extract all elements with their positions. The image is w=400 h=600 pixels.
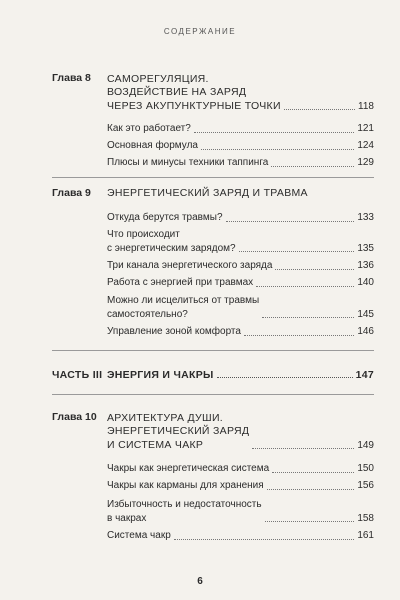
chapter-title-row[interactable] xyxy=(107,411,374,452)
toc-item-text: Работа с энергией при травмах xyxy=(107,277,254,288)
toc-item-text: Можно ли исцелиться от травмы самостоятельно? xyxy=(107,295,260,320)
page-ref: 121 xyxy=(357,123,374,134)
toc-item[interactable] xyxy=(107,462,374,476)
page-ref: 147 xyxy=(355,369,374,381)
page-ref: 145 xyxy=(357,308,374,320)
leader-dots xyxy=(174,539,355,540)
page-ref: 118 xyxy=(358,100,374,112)
leader-dots xyxy=(256,286,354,287)
leader-dots xyxy=(275,269,354,270)
leader-dots xyxy=(201,149,354,150)
page-ref: 146 xyxy=(357,326,374,337)
toc-item[interactable] xyxy=(107,122,374,136)
chapter-label: Глава 9 xyxy=(52,187,91,199)
leader-dots xyxy=(271,166,354,167)
toc-item[interactable] xyxy=(107,276,374,290)
toc-item[interactable] xyxy=(107,139,374,153)
page-ref: 133 xyxy=(357,212,374,223)
leader-dots xyxy=(194,132,354,133)
leader-dots xyxy=(272,472,354,473)
page-number: 6 xyxy=(197,576,203,587)
toc-item[interactable] xyxy=(107,293,374,321)
toc-item[interactable] xyxy=(107,227,374,255)
toc-item[interactable] xyxy=(107,479,374,493)
toc-item[interactable] xyxy=(107,325,374,339)
leader-dots xyxy=(265,521,355,522)
part-title: ЭНЕРГИЯ И ЧАКРЫ xyxy=(107,369,214,381)
leader-dots xyxy=(252,448,354,449)
page-ref: 150 xyxy=(357,463,374,474)
page-ref: 158 xyxy=(357,512,374,524)
page-ref: 135 xyxy=(357,242,374,254)
chapter-title: АРХИТЕКТУРА ДУШИ. ЭНЕРГЕТИЧЕСКИЙ ЗАРЯД И СИСТЕМА ЧАКР xyxy=(107,411,250,451)
leader-dots xyxy=(226,221,355,222)
page-ref: 149 xyxy=(357,439,374,451)
chapter-title: САМОРЕГУЛЯЦИЯ. ВОЗДЕЙСТВИЕ НА ЗАРЯД ЧЕРЕЗ АКУПУНКТУРНЫЕ ТОЧКИ xyxy=(107,72,281,112)
toc-item[interactable] xyxy=(107,156,374,170)
toc-item-text: Как это работает? xyxy=(107,123,191,134)
toc-item-text: Три канала энергетического заряда xyxy=(107,260,273,271)
leader-dots xyxy=(262,317,354,318)
chapter-title-row[interactable] xyxy=(107,72,374,113)
toc-item[interactable] xyxy=(107,497,374,525)
toc-item[interactable] xyxy=(107,529,374,543)
leader-dots xyxy=(244,335,354,336)
page-ref: 161 xyxy=(357,530,374,541)
leader-dots xyxy=(217,377,353,378)
toc-item-text: Основная формула xyxy=(107,140,198,151)
page-ref: 124 xyxy=(357,140,374,151)
toc-item-text: Что происходит с энергетическим зарядом? xyxy=(107,229,236,254)
page-ref: 156 xyxy=(357,480,374,491)
leader-dots xyxy=(284,109,355,110)
toc-item-text: Чакры как энергетическая система xyxy=(107,463,270,474)
chapter-label: Глава 10 xyxy=(52,411,97,423)
toc-item-text: Чакры как карманы для хранения xyxy=(107,480,264,491)
toc-item[interactable] xyxy=(107,259,374,273)
part-3-row[interactable] xyxy=(52,369,374,381)
leader-dots xyxy=(239,251,355,252)
section-divider xyxy=(52,350,374,351)
page-ref: 140 xyxy=(357,277,374,288)
page-ref: 129 xyxy=(357,157,374,168)
chapter-title: ЭНЕРГЕТИЧЕСКИЙ ЗАРЯД И ТРАВМА xyxy=(107,187,308,199)
toc-item-text: Избыточность и недостаточность в чакрах xyxy=(107,499,262,524)
section-divider xyxy=(52,177,374,178)
toc-header: СОДЕРЖАНИЕ xyxy=(163,27,237,36)
toc-item-text: Система чакр xyxy=(107,530,171,541)
page-ref: 136 xyxy=(357,260,374,271)
part-label: ЧАСТЬ III xyxy=(52,369,103,381)
leader-dots xyxy=(267,489,355,490)
chapter-label: Глава 8 xyxy=(52,72,91,84)
section-divider xyxy=(52,394,374,395)
toc-item-text: Откуда берутся травмы? xyxy=(107,212,223,223)
toc-item-text: Управление зоной комфорта xyxy=(107,326,241,337)
toc-item[interactable] xyxy=(107,211,374,225)
toc-item-text: Плюсы и минусы техники таппинга xyxy=(107,157,269,168)
